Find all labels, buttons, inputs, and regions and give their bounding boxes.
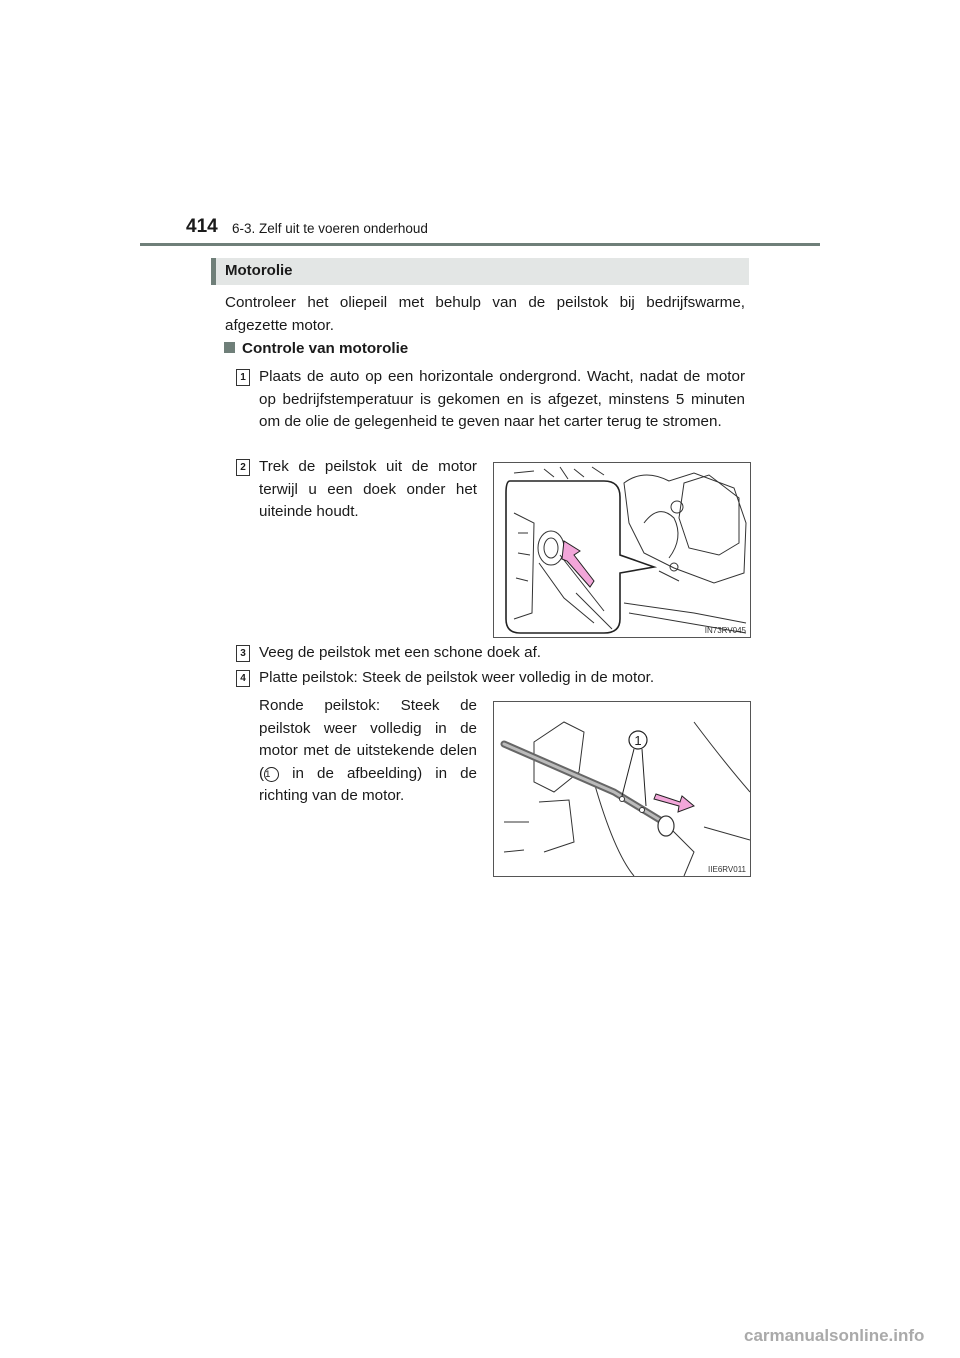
step-number-4: 4 <box>236 670 250 687</box>
figure-code: IIE6RV011 <box>708 865 746 874</box>
intro-paragraph: Controleer het oliepeil met behulp van de peilstok bij bedrijfswarme, afgezette motor. <box>225 294 745 334</box>
header-rule <box>140 243 820 246</box>
step-number-3: 3 <box>236 645 250 662</box>
step-2-text: Trek de peilstok uit de motor terwijl u een doek onder het uiteinde houdt. <box>259 458 477 520</box>
section-title: Motorolie <box>225 262 293 279</box>
step-4-round-dipstick-text: Ronde peilstok: Steek de peilstok weer volledig in de motor met de uitstekende delen (1 in de afbeelding) in de richting van de motor. <box>259 697 477 804</box>
callout-1-icon: 1 <box>264 767 279 782</box>
figure-callout-1: 1 <box>634 733 642 748</box>
watermark: carmanualsonline.info <box>744 1326 925 1345</box>
step-3-text: Veeg de peilstok met een schone doek af. <box>259 644 542 661</box>
engine-bay-illustration <box>494 463 750 637</box>
section-accent <box>211 258 216 285</box>
chapter-title: 6-3. Zelf uit te voeren onderhoud <box>232 221 428 236</box>
subsection-title: Controle van motorolie <box>242 340 409 357</box>
step-number-2: 2 <box>236 459 250 476</box>
figure-dipstick-insertion <box>493 701 751 877</box>
square-bullet-icon <box>224 342 235 353</box>
step-number-1: 1 <box>236 369 250 386</box>
subsection-heading <box>224 340 408 357</box>
step-4-text: Platte peilstok: Steek de peilstok weer volledig in de motor. <box>259 669 655 686</box>
figure-dipstick-removal <box>493 462 751 638</box>
step-1-text: Plaats de auto op een horizontale ondergrond. Wacht, nadat de motor op bedrijfstemperatuur is gekomen en is afgezet, minstens 5 minuten om de olie de gelegenheid te geven naar het carter terug te stromen. <box>259 368 745 430</box>
dipstick-illustration <box>494 702 750 876</box>
figure-code: IN73RV045 <box>704 626 746 635</box>
page-number: 414 <box>186 216 218 237</box>
